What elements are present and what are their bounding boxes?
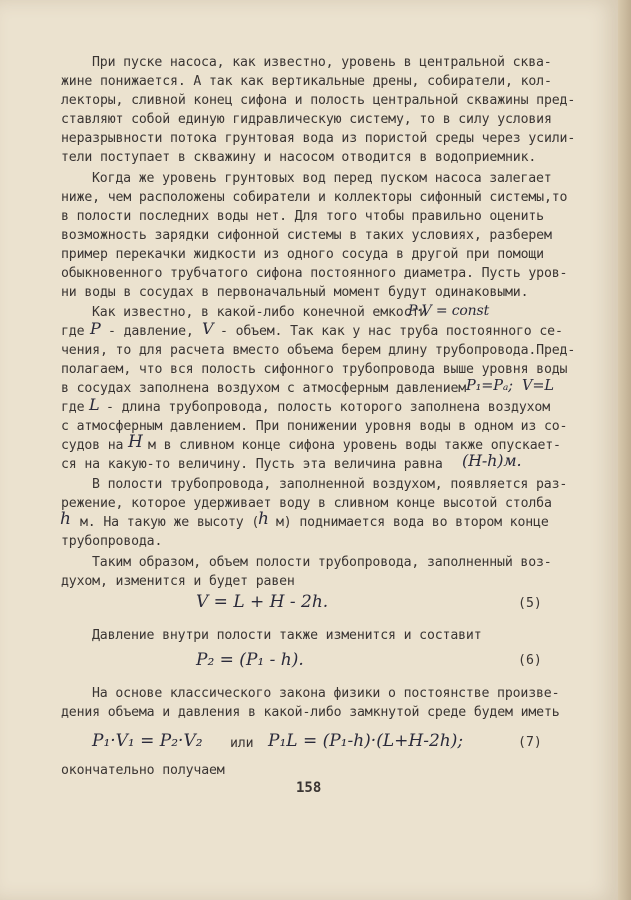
text-line: пример перекачки жидкости из одного сосуда в другой при помощи [61,247,544,262]
handwritten-formula: (H-h)м. [462,451,522,470]
text-line: возможность зарядки сифонной системы в таких условиях, разберем [61,228,552,243]
equation-number: (7) [518,735,542,750]
text-line: Как известно, в какой-либо конечной емкости [92,305,427,320]
equation-7b: P₁L = (P₁-h)·(L+H-2h); [268,731,464,751]
text-line: судов на [61,438,124,453]
text-line: ниже, чем расположены собиратели и коллекторы сифонный системы,то [61,190,568,205]
text-line: Таким образом, объем полости трубопровода, заполненный воз- [92,555,552,570]
text-line: Когда же уровень грунтовых вод перед пуском насоса залегает [92,171,552,186]
text-line: тели поступает в скважину и насосом отводится в водоприемник. [61,150,537,165]
text-line: м. На такую же высоту ( [80,515,260,530]
handwritten-symbol: V [202,319,214,338]
text-line: где [61,324,85,339]
text-line: - объем. Так как у нас труба постоянного се- [220,324,563,339]
text-line: обыкновенного трубчатого сифона постоянного диаметра. Пусть уров- [61,266,568,281]
handwritten-symbol: L [89,395,100,414]
text-line: в полости последних воды нет. Для того чтобы правильно оценить [61,209,544,224]
text-line: - длина трубопровода, полость которого заполнена воздухом [106,400,551,415]
text-line: дения объема и давления в какой-либо замкнутой среде будем иметь [61,705,560,720]
text-line: При пуске насоса, как известно, уровень в центральной сква- [92,55,552,70]
text-line: в сосудах заполнена воздухом с атмосферным давлением [61,381,467,396]
equation-number: (5) [518,596,542,611]
equation-number: (6) [518,653,542,668]
text-line: На основе классического закона физики о постоянстве произве- [92,686,560,701]
handwritten-formula: P·V = const [408,303,490,319]
text-line: режение, которое удерживает воду в сливном конце высотой столба [61,496,552,511]
page-number: 158 [296,780,322,796]
page-edge [618,0,631,900]
text-line: неразрывности потока грунтовая вода из пористой среды через усили- [61,131,576,146]
text-line: окончательно получаем [61,763,225,778]
text-line: ся на какую-то величину. Пусть эта величина равна [61,457,443,472]
text-line: м в сливном конце сифона уровень воды также опускает- [148,438,561,453]
text-line: м) поднимается вода во втором конце [276,515,549,530]
text-line: трубопровода. [61,534,163,549]
text-line: или [230,736,254,751]
text-line: где [61,400,85,415]
text-line: духом, изменится и будет равен [61,574,295,589]
text-line: Давление внутри полости также изменится и составит [92,628,482,643]
handwritten-symbol: h [258,509,269,529]
text-line: полагаем, что вся полость сифонного трубопровода выше уровня воды [61,362,568,377]
text-line: жине понижается. А так как вертикальные дрены, собиратели, кол- [61,74,552,89]
text-line: чения, то для расчета вместо объема берем длину трубопровода.Пред- [61,343,576,358]
text-line: В полости трубопровода, заполненной воздухом, появляется раз- [92,477,568,492]
handwritten-symbol: h [60,509,71,529]
text-line: с атмосферным давлением. При понижении уровня воды в одном из со- [61,419,568,434]
text-line: лекторы, сливной конец сифона и полость центральной скважины пред- [61,93,576,108]
equation-5: V = L + H - 2h. [196,592,329,612]
handwritten-symbol: H [128,432,143,452]
handwritten-formula: P₁=Pₐ; [466,378,513,394]
handwritten-symbol: P [90,319,101,338]
equation-6: P₂ = (P₁ - h). [196,650,304,670]
equation-7a: P₁·V₁ = P₂·V₂ [92,731,203,751]
text-line: ни воды в сосудах в первоначальный момент будут одинаковыми. [61,285,529,300]
handwritten-formula: V=L [522,378,554,394]
text-line: - давление, [108,324,194,339]
text-line: ставляют собой единую гидравлическую систему, то в силу условия [61,112,552,127]
